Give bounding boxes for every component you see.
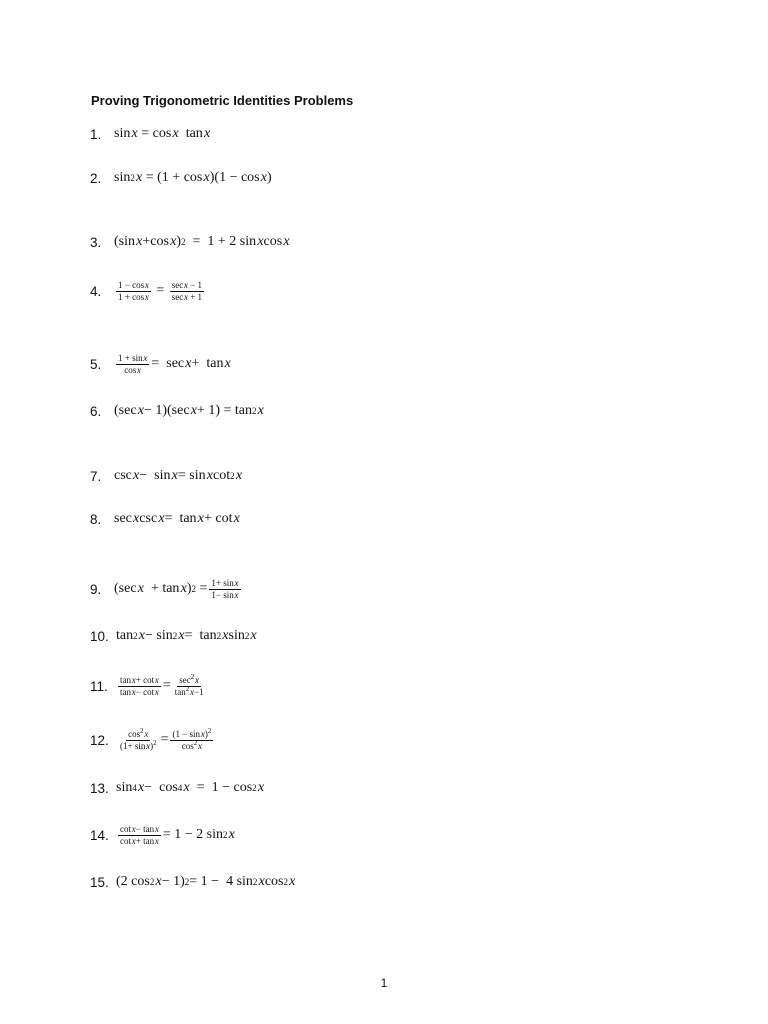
equation: $\frac{\text{tan x+ cot x}}{\text{tan x− cot x}}$ = $\frac{\sec^2 x}{\tan^2 x-1}$ [120,672,204,697]
equation: sin x = cos x tan x [114,126,211,141]
fraction: $\frac{\text{1 − cos x}}{\text{1 + cos x}}$ [118,279,149,302]
equation: (2 cos 2 x − 1) 2 = 1 − 4 sin 2 x cos 2 x [116,874,296,889]
problem-12 [90,726,215,751]
problem-14 [90,825,235,845]
fraction: $\frac{\text{sec x − 1}}{\text{sec x + 1}}$ [171,279,203,302]
page-number: 1 [380,976,388,990]
problem-1 [90,124,210,144]
equation: (sin x +cos x ) 2 = 1 + 2 sin x cos x [114,234,290,249]
problem-number: 5. [90,356,102,372]
problem-number: 2. [90,170,102,186]
problem-number: 11. [90,678,108,694]
equation: sin 4 x − cos 4 x = 1 − cos 2 x [116,780,265,795]
problem-number: 3. [90,234,102,250]
problem-3 [90,232,290,252]
problem-number: 8. [90,511,102,527]
problem-number: 13. [90,780,109,796]
fraction: $\frac{\text{1 + sin x}}{\text{cos x}}$ [118,352,148,375]
equation: $\frac{\cos^2 x}{(1+ \sin x)^2}$ = $\frac{(1 - \sin x)^2}{\cos^2 x}$ [120,726,212,751]
equation: (sec x + tan x ) 2 = $\frac{\text{1+ sin x}}{\text{1− sin x}}$ [114,577,239,600]
problem-5 [90,354,231,374]
problem-number: 14. [90,827,109,843]
problem-11 [90,672,208,697]
equation: sin 2 x = (1 + cos x )(1 − cos x ) [114,170,272,185]
fraction: $\frac{\sec^2 x}{\tan^2 x-1}$ [174,672,204,697]
fraction: $\frac{\cos^2 x}{(1+ \sin x)^2}$ [120,726,157,751]
problem-number: 12. [90,732,109,748]
fraction: $\frac{\text{1+ sin x}}{\text{1− sin x}}$ [211,577,239,600]
equation: csc x − sin x = sin x cot 2 x [114,468,243,483]
problem-10 [90,626,257,646]
problem-number: 7. [90,468,102,484]
problem-2 [90,168,272,188]
equation: (sec x − 1)(sec x + 1) = tan 2 x [114,403,264,418]
problem-number: 9. [90,581,102,597]
problem-number: 1. [90,126,102,142]
fraction: $\frac{(1 - \sin x)^2}{\cos^2 x}$ [172,726,212,751]
problem-6 [90,401,264,421]
problem-7 [90,466,242,486]
problem-number: 4. [90,283,102,299]
equation: tan 2 x − sin 2 x = tan 2 x sin 2 x [116,628,257,643]
equation: sec x csc x = tan x + cot x [114,511,240,526]
problem-4 [90,281,206,301]
fraction: $\frac{\text{cot x− tan x}}{\text{cot x+ tan x}}$ [120,823,159,846]
problem-15 [90,872,295,892]
equation: $\frac{\text{1 + sin x}}{\text{cos x}}$ = sec x + tan x [118,352,231,375]
problem-number: 10. [90,628,109,644]
problem-9 [90,579,243,599]
page-title: Proving Trigonometric Identities Problems [91,93,354,108]
equation: $\frac{\text{cot x− tan x}}{\text{cot x+ tan x}}$ = 1 − 2 sin 2 x [120,823,235,846]
problem-number: 6. [90,403,102,419]
fraction: $\frac{\text{tan x+ cot x}}{\text{tan x− cot x}}$ [120,674,159,697]
problem-13 [90,778,264,798]
problem-number: 15. [90,874,109,890]
equation: $\frac{\text{1 − cos x}}{\text{1 + cos x}}$ = $\frac{\text{sec x − 1}}{\text{sec x + 1}}$ [118,279,203,302]
problem-8 [90,509,240,529]
